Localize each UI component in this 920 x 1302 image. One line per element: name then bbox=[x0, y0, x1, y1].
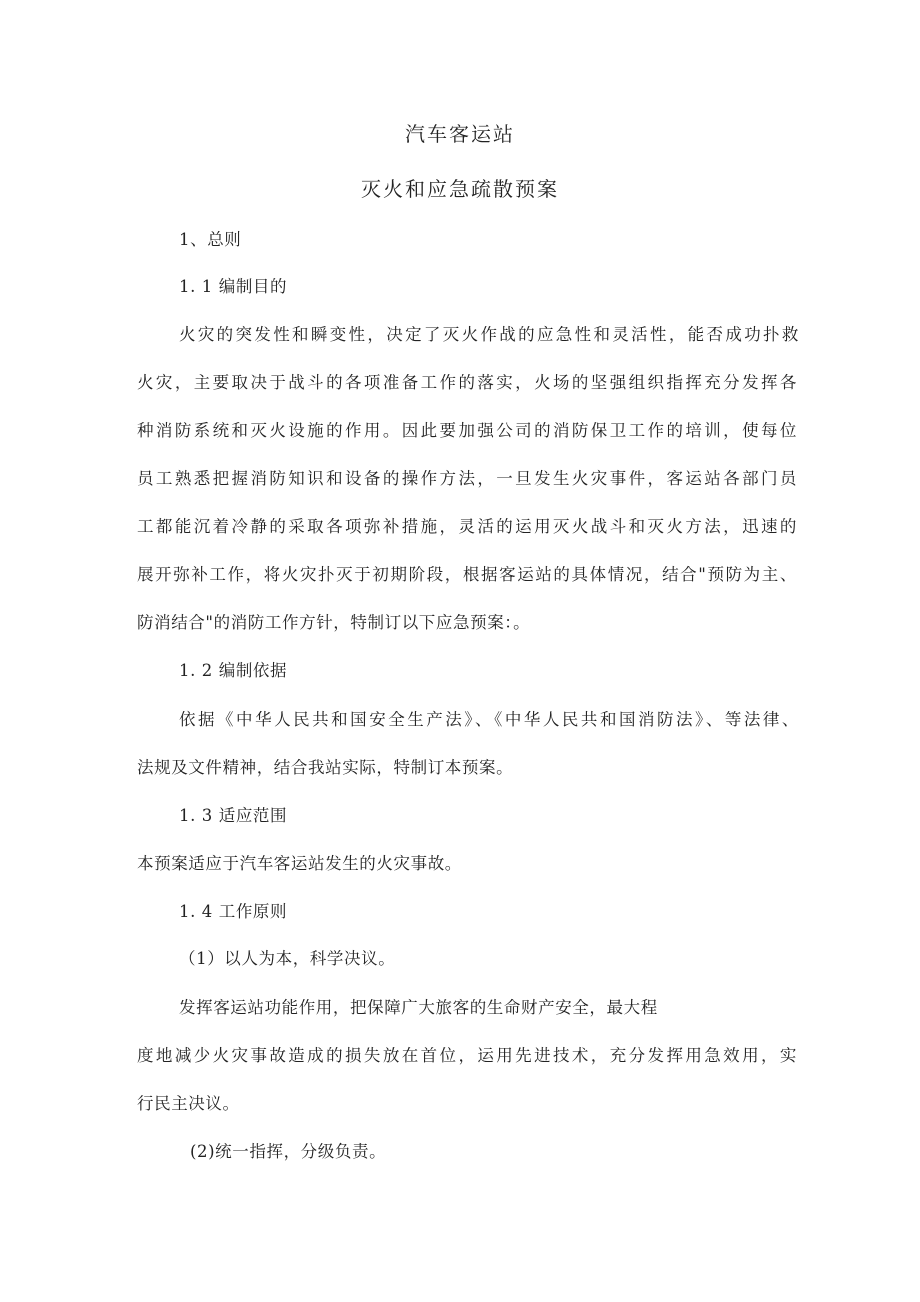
paragraph-line: 发挥客运站功能作用，把保障广大旅客的生命财产安全，最大程 bbox=[179, 998, 658, 1017]
paragraph-line: 依据《中华人民共和国安全生产法》、《中华人民共和国消防法》、等法律、 bbox=[179, 710, 799, 729]
section-heading-1-1: 1. 1 编制目的 bbox=[179, 277, 288, 296]
document-title-line2: 灭火和应急疏散预案 bbox=[361, 177, 559, 201]
paragraph-line: 种消防系统和灭火设施的作用。因此要加强公司的消防保卫工作的培训，使每位 bbox=[137, 421, 797, 440]
paragraph-line: 火灾，主要取决于战斗的各项准备工作的落实，火场的坚强组织指挥充分发挥各 bbox=[137, 373, 797, 392]
section-heading-1-2: 1. 2 编制依据 bbox=[179, 661, 288, 680]
paragraph-line: 工都能沉着冷静的采取各项弥补措施，灵活的运用灭火战斗和灭火方法，迅速的 bbox=[137, 517, 797, 536]
paragraph-line: 行民主决议。 bbox=[137, 1094, 240, 1113]
paragraph-line: 本预案适应于汽车客运站发生的火灾事故。 bbox=[137, 854, 462, 873]
paragraph-line: 展开弥补工作，将火灾扑灭于初期阶段，根据客运站的具体情况，结合"预防为主、 bbox=[137, 565, 797, 584]
document-title-line1: 汽车客运站 bbox=[405, 122, 515, 146]
paragraph-line: 员工熟悉把握消防知识和设备的操作方法，一旦发生火灾事件，客运站各部门员 bbox=[137, 469, 797, 488]
list-item-2: (2)统一指挥，分级负责。 bbox=[190, 1142, 387, 1161]
paragraph-line: 火灾的突发性和瞬变性，决定了灭火作战的应急性和灵活性，能否成功扑救 bbox=[179, 325, 799, 344]
paragraph-line: 防消结合"的消防工作方针，特制订以下应急预案：。 bbox=[137, 613, 531, 632]
paragraph-line: 度地减少火灾事故造成的损失放在首位，运用先进技术，充分发挥用急效用，实 bbox=[137, 1046, 797, 1065]
section-heading-1-3: 1. 3 适应范围 bbox=[179, 806, 288, 825]
section-heading-1-4: 1. 4 工作原则 bbox=[179, 902, 288, 921]
section-heading-1: 1、总则 bbox=[179, 230, 242, 249]
paragraph-line: 法规及文件精神，结合我站实际，特制订本预案。 bbox=[137, 758, 514, 777]
list-item-1: （1）以人为本，科学决议。 bbox=[179, 949, 396, 968]
